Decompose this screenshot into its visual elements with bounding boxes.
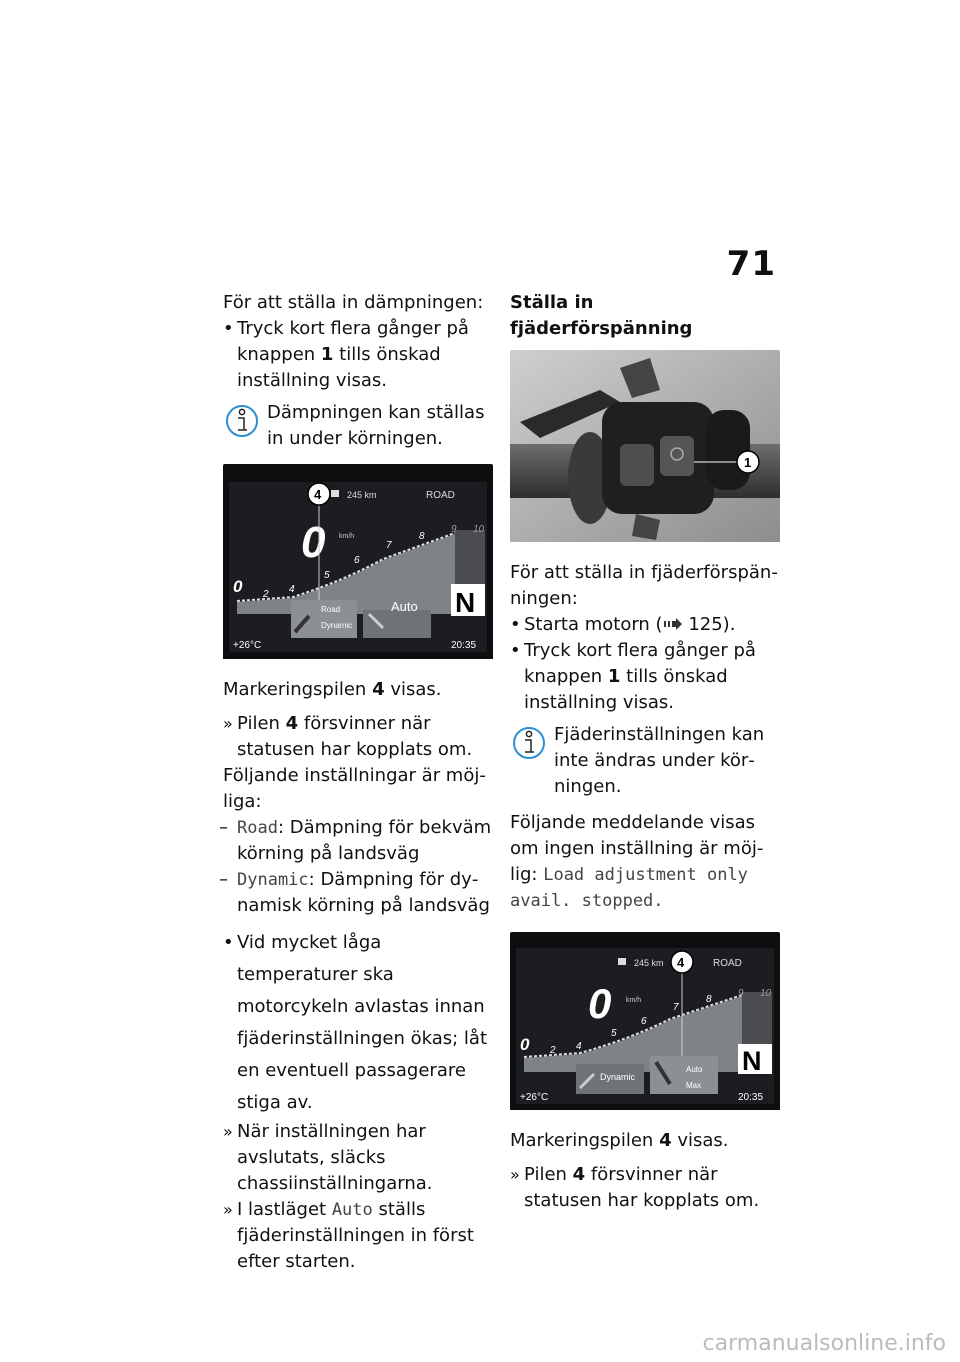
bullet-dot-icon: • bbox=[223, 318, 234, 339]
range-text: 245 km bbox=[634, 958, 664, 968]
speed-value: 0 bbox=[301, 518, 326, 567]
fuel-icon bbox=[331, 490, 339, 497]
tick-label: 7 bbox=[673, 1002, 679, 1013]
watermark: carmanualsonline.info bbox=[702, 1331, 946, 1356]
option-max: Max bbox=[686, 1081, 702, 1090]
bullet-item: • Tryck kort flera gånger på knappen 1 tills önskad inställning visas. bbox=[223, 318, 469, 391]
tick-label: 4 bbox=[576, 1041, 582, 1052]
page-reference[interactable]: 125 bbox=[688, 614, 723, 635]
load-option-box bbox=[650, 1056, 718, 1094]
bullet-item: • Vid mycket låga temperaturer ska motorcykeln avlastas innan fjäderinställningen ökas; låt en eventuell passagerare stiga av. bbox=[223, 927, 495, 1119]
auto-box bbox=[363, 610, 431, 638]
section-heading: Ställa in fjäderförspänning bbox=[510, 292, 693, 339]
clock: 20:35 bbox=[738, 1092, 764, 1103]
left-column bbox=[219, 290, 495, 1275]
info-note: Dämpningen kan ställas in under körningen. bbox=[223, 400, 495, 452]
right-column bbox=[510, 290, 782, 1214]
dashboard-display bbox=[510, 932, 780, 1110]
speed-unit: km/h bbox=[626, 997, 642, 1004]
tick-label: 7 bbox=[386, 540, 392, 551]
possible-settings-text: Följande inställningar är möjliga: bbox=[223, 765, 486, 812]
dashboard-display bbox=[223, 464, 493, 659]
tick-label: 9 bbox=[738, 988, 744, 999]
result-item: » När inställningen har avslutats, släcks chassiinställningarna. bbox=[223, 1121, 433, 1194]
bullet-dot-icon: • bbox=[510, 640, 521, 661]
info-icon bbox=[225, 404, 259, 438]
temperature: +26°C bbox=[233, 640, 262, 651]
tick-label: 8 bbox=[419, 531, 425, 542]
tick-label: 2 bbox=[263, 589, 269, 600]
switch-button bbox=[660, 436, 694, 476]
page-reference-arrow-icon bbox=[663, 618, 683, 630]
dashboard-figure-1 bbox=[223, 464, 493, 667]
bullet-dot-icon: • bbox=[223, 932, 234, 953]
dash-icon: – bbox=[219, 817, 228, 838]
setting-road: – Road: Dämpning för bekväm körning på landsväg bbox=[219, 817, 492, 864]
tick-label: 2 bbox=[550, 1045, 556, 1056]
range-text: 245 km bbox=[347, 490, 377, 500]
tick-0: 0 bbox=[233, 577, 243, 596]
option-dynamic: Dynamic bbox=[321, 621, 353, 630]
callout-number: 4 bbox=[677, 955, 685, 970]
tick-label: 5 bbox=[324, 570, 330, 581]
tick-label: 10 bbox=[473, 524, 485, 535]
info-note: Fjäderinställningen kan inte ändras under körningen. bbox=[510, 722, 782, 800]
mode-text: ROAD bbox=[426, 490, 455, 501]
handlebar-control-image bbox=[510, 350, 780, 542]
fuel-icon bbox=[618, 958, 626, 965]
result-arrow-icon: » bbox=[223, 1122, 233, 1141]
handlebar-photo bbox=[510, 350, 780, 550]
intro-text: För att ställa in fjäderförspänningen: bbox=[510, 562, 778, 609]
bullet-item: • Tryck kort flera gånger på knappen 1 tills önskad inställning visas. bbox=[510, 640, 756, 713]
dashboard-figure-2 bbox=[510, 932, 780, 1118]
result-arrow-icon: » bbox=[223, 1200, 233, 1219]
marker-text: Markeringspilen 4 visas. bbox=[223, 679, 442, 700]
gear-indicator: N bbox=[742, 1046, 762, 1076]
tick-label: 5 bbox=[611, 1028, 617, 1039]
message-text: Följande meddelande visas om ingen inställning är möjlig: Load adjustment only avail. stopped. bbox=[510, 812, 764, 911]
result-arrow-icon: » bbox=[223, 714, 233, 733]
callout-number: 1 bbox=[744, 455, 752, 470]
option-dynamic: Dynamic bbox=[600, 1072, 636, 1082]
option-auto: Auto bbox=[686, 1065, 703, 1074]
clock: 20:35 bbox=[451, 640, 477, 651]
speed-value: 0 bbox=[588, 980, 612, 1027]
tick-label: 8 bbox=[706, 994, 712, 1005]
result-item: » Pilen 4 försvinner när statusen har kopplats om. bbox=[223, 713, 473, 760]
option-road: Road bbox=[321, 605, 341, 614]
tick-label: 6 bbox=[641, 1016, 647, 1027]
auto-label: Auto bbox=[391, 599, 418, 614]
result-item: » Pilen 4 försvinner när statusen har kopplats om. bbox=[510, 1164, 760, 1211]
switch-housing bbox=[602, 402, 714, 514]
page-number: 71 bbox=[726, 244, 776, 284]
bullet-item: • Starta motorn ( 125). bbox=[510, 612, 782, 638]
right-switch-unit bbox=[706, 410, 750, 490]
temperature: +26°C bbox=[520, 1092, 549, 1103]
mode-text: ROAD bbox=[713, 958, 742, 969]
info-icon bbox=[512, 726, 546, 760]
callout-number: 4 bbox=[314, 487, 322, 502]
tick-label: 10 bbox=[760, 988, 772, 999]
result-arrow-icon: » bbox=[510, 1165, 520, 1184]
switch-button bbox=[620, 444, 654, 486]
dash-icon: – bbox=[219, 869, 228, 890]
result-item: » I lastläget Auto ställs fjäderinställningen in först efter starten. bbox=[223, 1199, 474, 1272]
tick-label: 4 bbox=[289, 584, 295, 595]
setting-dynamic: – Dynamic: Dämpning för dynamisk körning på landsväg bbox=[219, 869, 490, 916]
tick-0: 0 bbox=[520, 1035, 530, 1054]
tick-label: 6 bbox=[354, 555, 360, 566]
tick-label: 9 bbox=[451, 524, 457, 535]
gear-indicator: N bbox=[455, 587, 476, 618]
marker-text: Markeringspilen 4 visas. bbox=[510, 1130, 729, 1151]
bullet-dot-icon: • bbox=[510, 614, 521, 635]
intro-text: För att ställa in dämpningen: bbox=[223, 292, 484, 313]
speed-unit: km/h bbox=[339, 533, 355, 540]
